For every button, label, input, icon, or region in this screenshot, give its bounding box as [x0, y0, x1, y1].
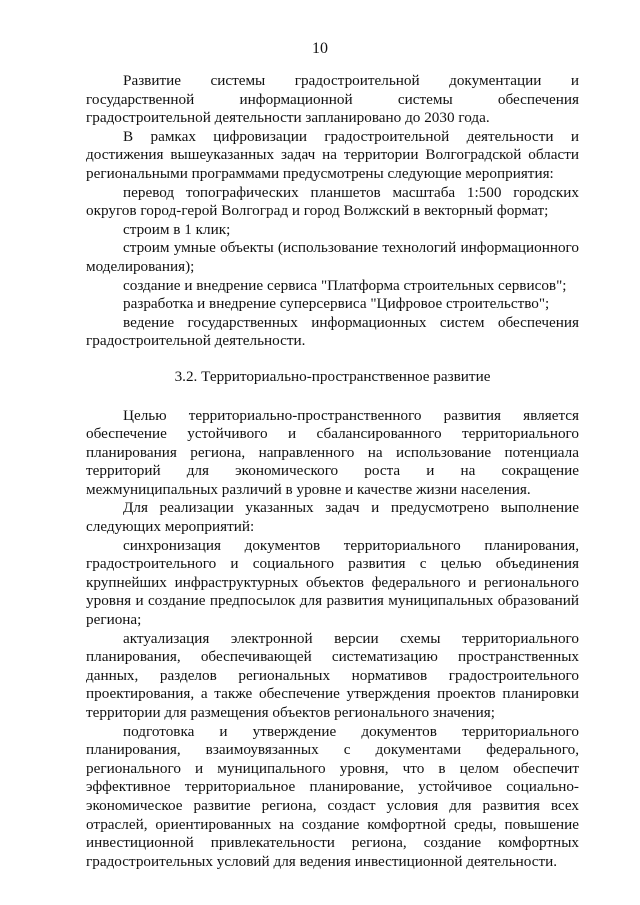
list-item: подготовка и утверждение документов территориального планирования, взаимоувязанных с документами федерального, регионального и муниципального уровня, что в целом обеспечит эффективное территориальное планирование, устойчивое социально-экономическое развитие региона, создаст условия для развития всех отраслей, ориентированных на создание комфортной среды, повышение инвестиционной привлекательности региона, создание комфортных градостроительных условий для ведения инвестиционной деятельности. — [86, 722, 579, 870]
section-heading: 3.2. Территориально-пространственное развитие — [174, 367, 491, 385]
list-item: разработка и внедрение суперсервиса "Цифровое строительство"; — [123, 295, 550, 313]
paragraph: Для реализации указанных задач и предусмотрено выполнение следующих мероприятий: — [86, 499, 579, 536]
list-item: строим в 1 клик; — [123, 220, 231, 238]
list-item: строим умные объекты (использование технологий информационного моделирования); — [86, 239, 579, 275]
list-item: ведение государственных информационных систем обеспечения градостроительной деятельности. — [86, 313, 579, 350]
list-item: синхронизация документов территориального планирования, градостроительного и социального развития с целью объединения крупнейших инфраструктурных объектов федерального и регионального уровня и создание предпосылок для развития муниципальных образований региона; — [86, 536, 579, 629]
paragraph: Развитие системы градостроительной документации и государственной информационной системы обеспечения градостроительной деятельности запланировано до 2030 года. — [86, 72, 579, 127]
list-item: создание и внедрение сервиса "Платформа строительных сервисов"; — [123, 276, 567, 294]
list-item: перевод топографических планшетов масштаба 1:500 городских округов город-герой Волгоград и город Волжский в векторный формат; — [86, 183, 579, 220]
document-body — [86, 72, 579, 871]
list-item: актуализация электронной версии схемы территориального планирования, обеспечивающей систематизацию пространственных данных, разделов региональных нормативов градостроительного проектирования, а также обеспечение утверждения проектов планировки территории для размещения объектов регионального значения; — [86, 629, 579, 721]
paragraph: В рамках цифровизации градостроительной деятельности и достижения вышеуказанных задач на территории Волгоградской области региональными программами предусмотрены следующие мероприятия: — [86, 127, 579, 182]
paragraph: Целью территориально-пространственного развития является обеспечение устойчивого и сбалансированного территориального планирования региона, направленного на использование потенциала территорий для экономического роста и на сокращение межмуниципальных различий в уровне и качестве жизни населения. — [86, 406, 579, 498]
page-number: 10 — [312, 40, 328, 57]
